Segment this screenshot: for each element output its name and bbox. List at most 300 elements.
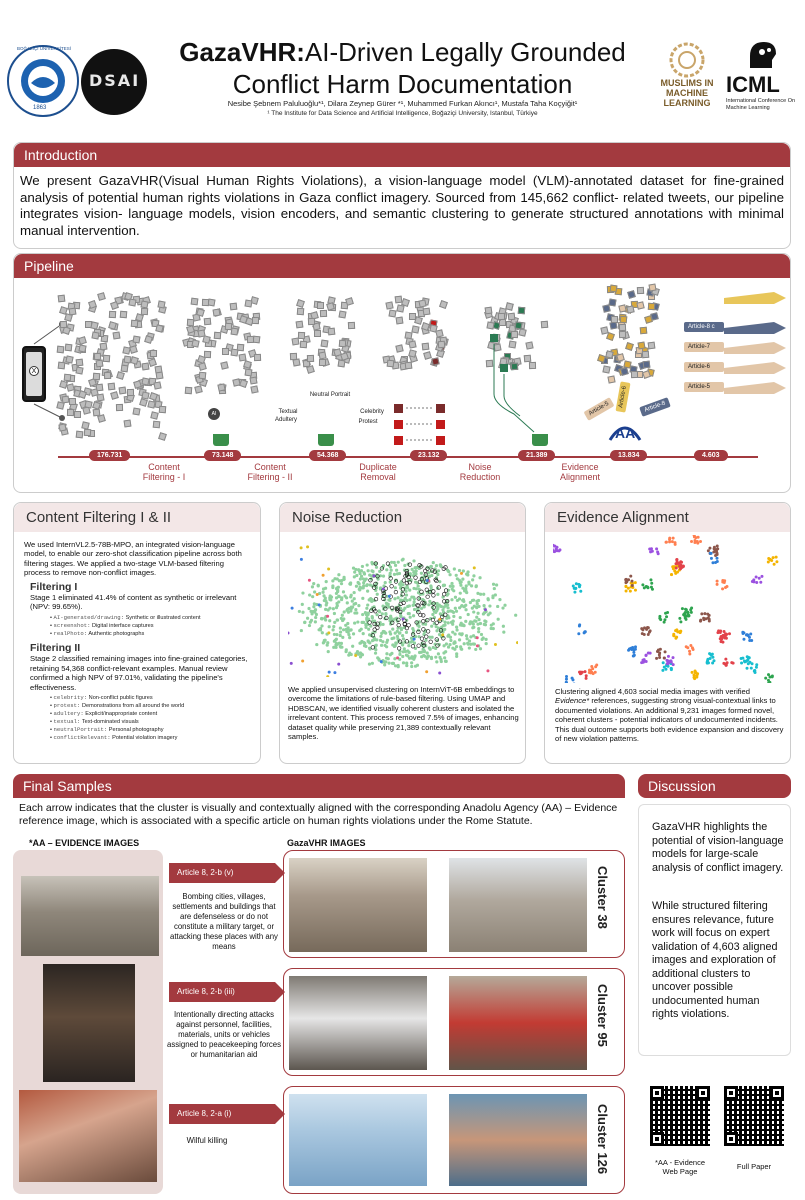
introduction-text: We present GazaVHR(Visual Human Rights Violations), a vision-language model (VLM)-annotated dataset for fine-grained analysis of potential human rights violations in Gaza conflict imagery. Sourced from 145,662 conflict- related tweets, our pipeline integrates vision- language models, vision encoders, and semantic clustering to generate structured annotations with minimal manual intervention. [20,173,784,238]
scatter-point [458,569,461,572]
scatter-point [565,675,568,678]
scatter-point [430,586,433,589]
scatter-point [663,666,666,669]
content-filtering-intro: We used InternVL2.5-78B-MPO, an integrated vision-language model, to enable our zero-shot classification pipeline across both filtering stages. We applied a two-stage VLM-based filtering process to remove non-conflict images. [24,540,242,578]
scatter-point [461,587,464,590]
scatter-point [673,569,676,572]
scatter-point [432,590,436,594]
scatter-point [345,628,348,631]
scatter-point [342,590,345,593]
scatter-point [645,654,648,657]
scatter-point [327,631,330,634]
scatter-point [391,662,394,665]
scatter-point [418,651,421,654]
scatter-point [706,658,709,661]
image-thumb [83,428,90,435]
scatter-point [367,628,370,631]
scatter-point [342,578,345,581]
scatter-point [326,641,329,644]
scatter-point [390,584,394,588]
scatter-point [572,678,575,681]
image-thumb [67,409,74,416]
scatter-point [436,604,439,607]
icml-logo [726,38,801,118]
image-thumb [298,331,305,338]
scatter-point [674,543,677,546]
scatter-point [413,600,416,603]
scatter-point [482,593,485,596]
scatter-point [740,662,743,665]
scatter-point [772,556,775,559]
scatter-point [770,559,773,562]
scatter-point [753,669,756,672]
scatter-point [360,628,363,631]
scatter-point [471,626,474,629]
scatter-point [658,653,661,656]
scatter-point [455,626,458,629]
scatter-point [409,616,412,619]
scatter-point [320,617,323,620]
image-thumb [608,298,616,306]
scatter-point [448,573,451,576]
image-thumb [239,379,248,388]
scatter-point [359,577,362,580]
filter-bucket-2-icon [318,434,334,446]
scatter-point [355,574,358,577]
scatter-point [329,594,332,597]
scatter-point [497,618,500,621]
scatter-point [485,642,488,645]
scatter-point [308,624,311,627]
scatter-point [405,664,408,667]
scatter-point [379,586,382,589]
scatter-point [658,615,661,618]
scatter-point [313,590,316,593]
scatter-point [394,641,397,644]
label-adultery: Adultery [274,417,297,423]
scatter-point [382,575,385,578]
label-textual: Textual [278,409,298,415]
scatter-point [400,628,403,631]
image-thumb [108,382,116,390]
scatter-point [394,564,397,567]
full-paper-qr-label: Full Paper [736,1162,772,1171]
image-thumb [57,346,65,354]
scatter-point [703,612,706,615]
scatter-point [385,652,388,655]
image-thumb [120,365,128,373]
image-thumb [485,306,493,314]
scatter-point [492,583,495,586]
scatter-point [385,645,388,648]
scatter-point [435,564,438,567]
scatter-point [402,637,405,640]
scatter-point [311,595,314,598]
scatter-point [333,577,336,580]
scatter-point [438,618,441,621]
scatter-point [650,582,653,585]
scatter-point [426,579,429,582]
scatter-point [341,636,344,639]
image-thumb [409,313,416,320]
image-thumb [648,284,656,292]
scatter-point [624,585,627,588]
image-thumb [195,385,204,394]
scatter-point [578,623,581,626]
image-pile-3 [290,296,360,376]
scatter-point [385,568,388,571]
scatter-point [716,544,719,547]
image-thumb [518,307,526,315]
scatter-point [334,646,337,649]
aa-photo-destroyed-buildings [21,876,159,956]
image-thumb [411,326,419,334]
scatter-point [430,625,433,628]
aa-photo-burned-vehicle [43,964,135,1082]
scatter-point [321,631,324,634]
image-thumb [618,331,625,338]
image-thumb [637,287,644,294]
icml-logo-subtext: International Conference On Machine Learning [726,98,796,111]
scatter-point [390,561,393,564]
filtering-1-text: Stage 1 eliminated 41.4% of content as synthetic or irrelevant (NPV: 99.65%). [30,592,237,612]
label-protest: Protest [358,419,378,425]
scatter-point [402,661,405,664]
scatter-point [377,609,380,612]
scatter-point [340,582,343,585]
scatter-point [320,624,323,627]
scatter-point [438,656,441,659]
scatter-point [361,613,364,616]
scatter-point [422,648,425,651]
image-thumb [618,304,626,312]
scatter-point [424,635,428,639]
scatter-point [721,641,724,644]
scatter-point [699,620,702,623]
scatter-point [670,661,673,664]
scatter-point [374,648,377,651]
scatter-point [365,617,368,620]
scatter-point [392,636,395,639]
dsai-logo-text: DSAI [89,71,141,90]
image-thumb [126,389,133,396]
image-thumb [64,374,72,382]
scatter-point [436,593,439,596]
scatter-point [327,568,330,571]
scatter-point [650,547,653,550]
image-thumb [508,313,516,321]
count-7: 4.603 [694,450,728,461]
scatter-point [399,585,402,588]
scatter-point [671,540,674,543]
scatter-point [418,567,421,570]
scatter-point [475,616,478,619]
scatter-point [380,660,383,663]
pipeline-heading: Pipeline [14,254,790,278]
scatter-point [442,592,446,596]
image-thumb [637,341,645,349]
image-thumb [93,373,100,380]
scatter-point [475,600,478,603]
scatter-point [385,602,388,605]
image-thumb [307,355,314,362]
scatter-point [672,663,675,666]
scatter-point [338,642,341,645]
scatter-point [362,632,365,635]
content-filtering-section [13,502,261,764]
scatter-point [307,607,310,610]
scatter-point [716,552,719,555]
scatter-point [723,579,726,582]
scatter-point [649,629,652,632]
scatter-point [438,580,441,583]
scatter-point [339,626,342,629]
scatter-point [332,607,335,610]
image-thumb [129,298,137,306]
scatter-point [451,585,454,588]
scatter-point [692,648,695,651]
image-thumb [405,362,413,370]
scatter-point [393,657,396,660]
scatter-point [306,545,309,548]
scatter-point [742,631,745,634]
image-thumb [132,407,140,415]
header [0,0,805,130]
scatter-point [451,588,454,591]
scatter-point [401,643,404,646]
scatter-point [708,620,711,623]
scatter-point [369,625,372,628]
scatter-point [341,619,344,622]
scatter-point [366,589,369,592]
scatter-point [711,561,714,564]
scatter-point [759,581,762,584]
scatter-point [328,671,331,674]
scatter-point [321,591,324,594]
scatter-point [308,579,311,582]
scatter-point [716,580,719,583]
scatter-point [360,621,363,624]
scatter-point [667,662,670,665]
image-thumb [213,309,221,317]
scatter-point [451,610,454,613]
scatter-point [368,647,371,650]
scatter-point [358,570,361,573]
scatter-point [414,576,418,580]
label-neutral-portrait: Neutral Portrait [309,392,351,398]
scatter-point [452,615,455,618]
image-thumb [388,310,396,318]
aa-evidence-qr-label: *AA - Evidence Web Page [654,1158,706,1176]
image-thumb [249,376,257,384]
image-thumb [295,321,303,329]
cluster-126-photo-1 [289,1094,427,1186]
scatter-point [724,586,727,589]
full-paper-qr-code[interactable] [724,1086,784,1146]
scatter-point [301,611,304,614]
scatter-point [334,639,337,642]
scatter-point [486,597,489,600]
scatter-point [501,606,504,609]
scatter-point [378,615,382,619]
filtering-1-title: Filtering I [30,580,78,593]
scatter-point [476,592,479,595]
scatter-point [324,587,327,590]
image-thumb [78,390,87,399]
final-samples-section [13,774,625,1194]
scatter-point [514,614,517,617]
scatter-point [476,644,479,647]
scatter-point [317,584,320,587]
step-noise-reduction: Noise Reduction [459,462,501,482]
scatter-point [388,595,391,598]
scatter-point [459,616,462,619]
scatter-point [478,576,481,579]
discussion-p1: GazaVHR highlights the potential of vision-language models for large-scale analysis of conflict imagery. [652,821,784,874]
scatter-point [477,618,480,621]
filtering-1-bullet: • AI-generated/drawing: Synthetic or illustrated content [50,614,201,622]
scatter-point [748,639,751,642]
scatter-point [375,566,378,569]
image-thumb [644,315,653,324]
scatter-point [360,575,363,578]
scatter-point [442,651,445,654]
image-thumb [337,360,345,368]
scatter-point [408,612,411,615]
scatter-point [430,574,433,577]
scatter-point [367,640,370,643]
scatter-point [450,582,453,585]
image-thumb [159,406,166,413]
scatter-point [417,584,420,587]
scatter-point [324,608,327,611]
x-logo-icon: X [29,366,39,376]
image-thumb [156,371,164,379]
scatter-point [714,561,717,564]
scatter-point [494,643,497,646]
cluster-38-photo-2 [449,858,587,952]
image-thumb [422,343,430,351]
scatter-point [450,598,453,601]
scatter-point [357,581,360,584]
scatter-point [406,605,409,608]
scatter-point [631,580,634,583]
image-thumb [90,321,98,329]
image-thumb [150,350,157,357]
scatter-point [335,592,338,595]
scatter-point [426,595,430,599]
image-thumb [253,354,260,361]
image-thumb [91,332,99,340]
filtering-2-bullet: • celebrity: Non-conflict public figures [50,694,153,702]
scatter-point [714,549,717,552]
scatter-point [484,608,487,611]
scatter-point [764,677,767,680]
scatter-point [456,577,459,580]
introduction-section [13,142,791,249]
scatter-point [364,645,367,648]
cluster-126-photo-2 [449,1094,587,1186]
article-desc-row-2: Intentionally directing attacks against personnel, facilities, materials, units or vehicles assigned to peacekeeping forces or humanitarian aid [167,1010,281,1059]
scatter-point [395,569,398,572]
scatter-point [447,570,450,573]
image-thumb [56,401,64,409]
scatter-point [368,633,371,636]
image-thumb [60,321,67,328]
scatter-point [464,608,467,611]
filtering-1-bullet: • realPhoto: Authentic photographs [50,630,145,638]
scatter-point [389,580,392,583]
image-thumb [150,411,158,419]
scatter-point [694,671,697,674]
scatter-point [472,642,475,645]
scatter-point [362,577,365,580]
image-thumb [78,336,87,345]
scatter-point [447,616,450,619]
scatter-point [365,623,368,626]
image-thumb [185,387,192,394]
scatter-point [430,657,433,660]
scatter-point [665,615,668,618]
scatter-point [431,613,434,616]
scatter-point [379,635,382,638]
image-thumb [245,368,253,376]
scatter-point [427,603,430,606]
scatter-point [690,540,693,543]
scatter-point [447,633,450,636]
step-content-filtering-2: Content Filtering - II [247,462,293,482]
image-thumb [437,341,445,349]
image-thumb [293,359,301,367]
scatter-point [590,665,593,668]
scatter-point [370,569,373,572]
scatter-point [640,627,643,630]
scatter-point [423,569,427,573]
scatter-point [503,604,506,607]
scatter-point [472,574,475,577]
scatter-point [572,584,575,587]
scatter-point [376,626,380,630]
scatter-point [384,581,387,584]
image-thumb [129,345,138,354]
image-thumb [153,381,161,389]
scatter-point [410,595,413,598]
scatter-point [333,612,336,615]
scatter-point [577,632,580,635]
aa-evidence-qr-code[interactable] [650,1086,710,1146]
scatter-point [502,631,505,634]
cluster-95-photo-1 [289,976,427,1070]
scatter-point [397,623,401,627]
scatter-point [672,656,675,659]
scatter-point [352,567,355,570]
scatter-point [471,578,474,581]
scatter-point [467,613,470,616]
scatter-point [467,581,470,584]
scatter-point [750,667,753,670]
scatter-point [348,652,351,655]
scatter-point [482,636,485,639]
image-thumb [348,322,355,329]
scatter-point [381,623,384,626]
scatter-point [412,614,415,617]
image-thumb [319,359,326,366]
scatter-point [375,613,378,616]
scatter-point [687,611,690,614]
scatter-point [315,613,318,616]
scatter-point [709,552,712,555]
scatter-point [393,617,396,620]
